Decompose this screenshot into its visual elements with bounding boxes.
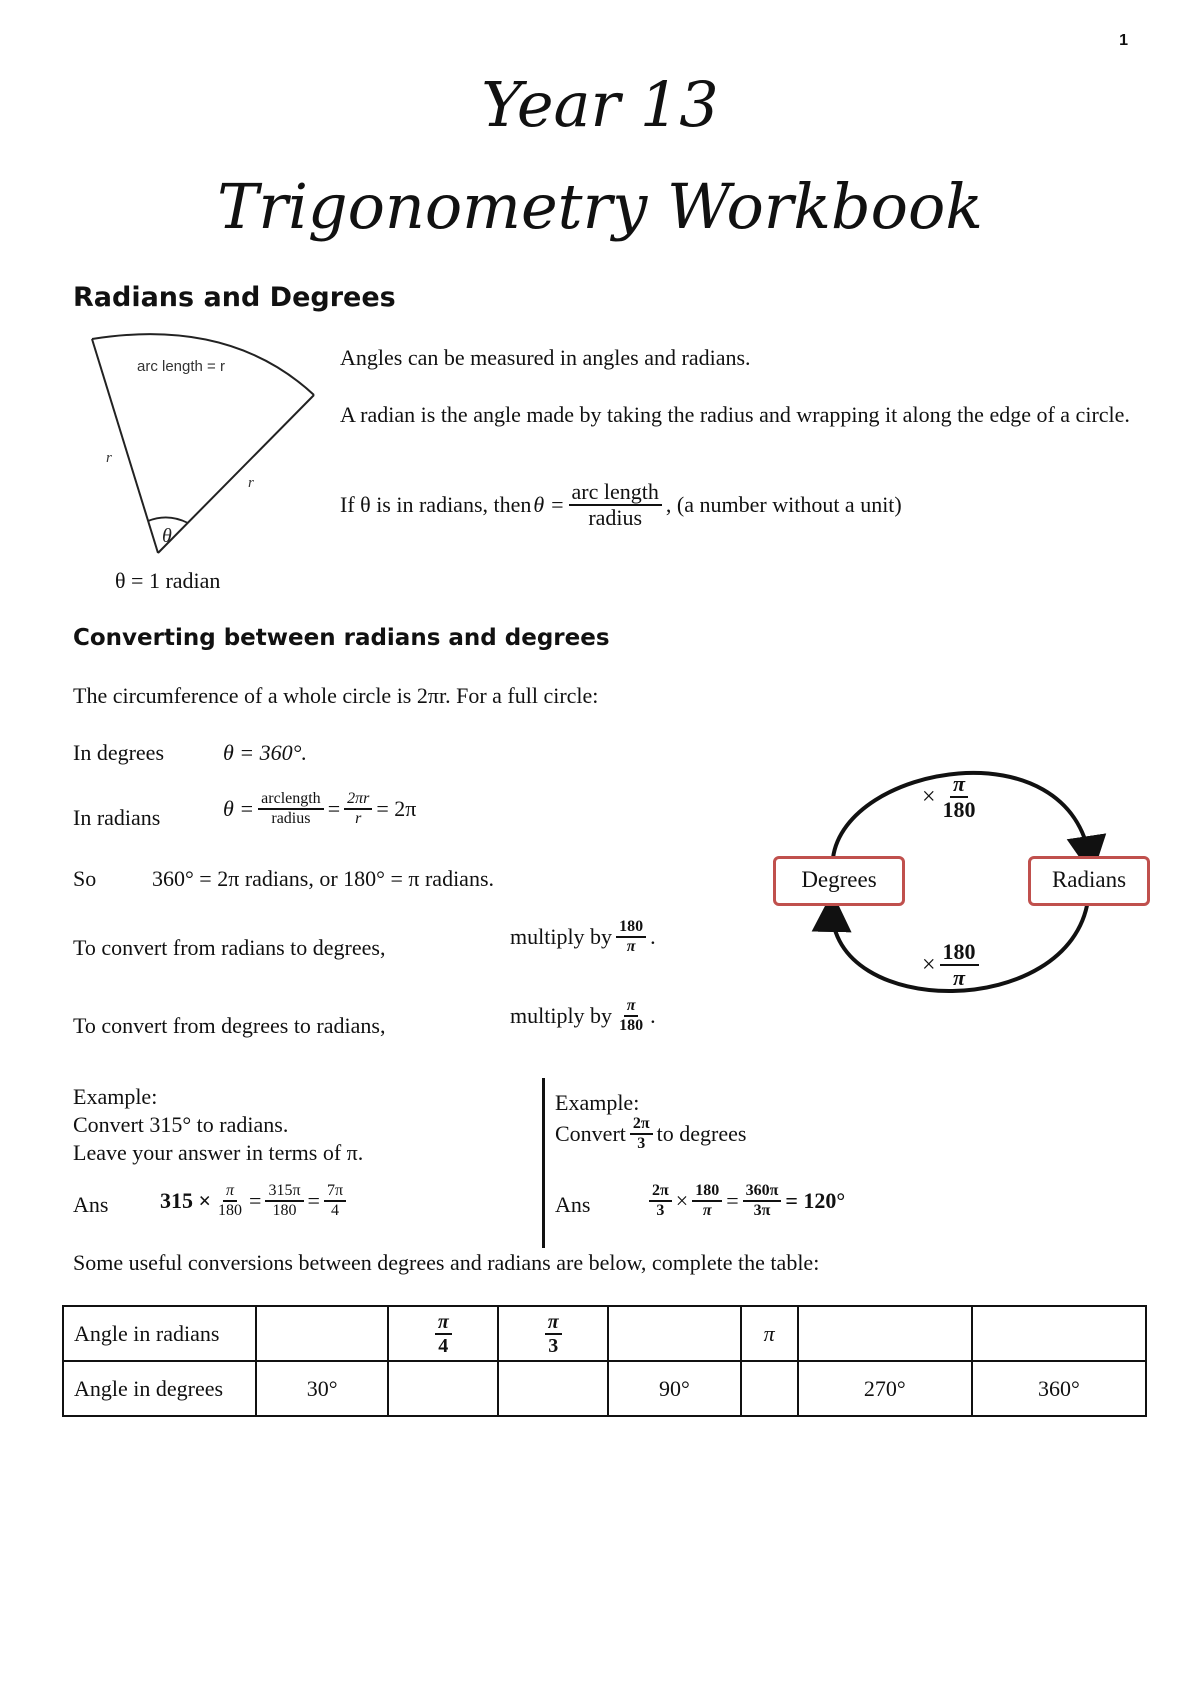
rad-fraction-1-den: radius [271, 809, 311, 827]
page-number: 1 [1119, 32, 1128, 49]
formula-suffix: , (a number without a unit) [665, 492, 902, 518]
cell-deg-1: 30° [256, 1361, 388, 1416]
in-radians-formula [223, 790, 416, 827]
example-1-frac-2-num: 315π [265, 1182, 303, 1202]
in-radians-label: In radians [73, 805, 161, 830]
example-1-frac-1-den: 180 [218, 1201, 243, 1219]
example-2-line-frac-den: 3 [637, 1134, 646, 1152]
radian-formula [340, 480, 902, 530]
example-2-line-1 [555, 1115, 746, 1152]
cell-rad-6[interactable] [798, 1306, 972, 1361]
pi-over-4-den: 4 [438, 1334, 449, 1357]
rad-fraction-2 [344, 790, 372, 827]
cycle-top-fraction [940, 772, 979, 822]
to-degrees-mult-label: multiply by [510, 923, 613, 949]
example-2-answer [645, 1182, 845, 1219]
cycle-bottom-num: 180 [940, 940, 979, 966]
example-1-frac-2-den: 180 [272, 1201, 297, 1219]
radian-sector-diagram [80, 325, 325, 585]
pi-over-3-num: π [545, 1311, 562, 1335]
circumference-text: The circumference of a whole circle is 2πr. For a full circle: [73, 683, 599, 708]
radius-label-left: r [106, 450, 112, 466]
example-1-answer [160, 1182, 350, 1219]
para-radian-definition: A radian is the angle made by taking the radius and wrapping it along the edge of a circle. [340, 402, 1130, 427]
cell-deg-5[interactable] [741, 1361, 798, 1416]
cell-rad-2 [388, 1306, 498, 1361]
cycle-bottom-times: × [922, 951, 936, 978]
formula-fraction [569, 480, 662, 530]
cell-rad-1[interactable] [256, 1306, 388, 1361]
example-1-title: Example: [73, 1084, 158, 1109]
rad-fraction-2-num: 2πr [344, 790, 372, 810]
formula-numerator: arc length [569, 480, 662, 506]
example-1-text [73, 1083, 363, 1167]
formula-theta: θ = [533, 492, 565, 518]
example-1-frac-3-den: 4 [331, 1201, 339, 1219]
cell-rad-3 [498, 1306, 608, 1361]
example-2-frac-2-den: π [702, 1201, 712, 1219]
example-1-ans-start: 315 × [160, 1187, 212, 1213]
pi-over-4 [435, 1311, 452, 1357]
cell-rad-7[interactable] [972, 1306, 1146, 1361]
example-1-frac-1-num: π [223, 1182, 237, 1202]
rad-fraction-2-den: r [355, 809, 362, 827]
to-radians-multiplier: multiply by $\frac{\pi}{180}$ . [510, 997, 656, 1034]
rad-theta: θ = [223, 795, 255, 821]
radius-line-right [158, 395, 314, 553]
section-heading-converting: Converting between radians and degrees [73, 625, 610, 651]
example-2-eq-1: = [726, 1187, 739, 1213]
rad-eq-1: = [327, 795, 341, 821]
examples-divider [542, 1078, 545, 1248]
theta-label: θ [162, 525, 172, 547]
example-2-frac-3-num: 360π [743, 1182, 782, 1202]
example-1-line-2: Leave your answer in terms of π. [73, 1140, 364, 1165]
example-2-frac-1-den: 3 [656, 1201, 665, 1219]
example-1-frac-3 [324, 1182, 346, 1219]
pi-over-3-den: 3 [548, 1334, 559, 1357]
rad-fraction-1-num: arclength [258, 790, 324, 810]
example-2-to-degrees: to degrees [656, 1120, 747, 1146]
example-1-frac-1 [215, 1182, 245, 1219]
cell-rad-4[interactable] [608, 1306, 740, 1361]
pi-over-4-num: π [435, 1311, 452, 1335]
example-2-frac-1 [649, 1182, 672, 1219]
section-heading-radians: Radians and Degrees [73, 282, 396, 313]
so-label: So [73, 866, 97, 891]
to-radians-den: 180 [619, 1016, 644, 1034]
cycle-top-multiplier [922, 772, 983, 822]
title-line-2: Trigonometry Workbook [217, 170, 983, 243]
example-1-ans-label: Ans [73, 1192, 109, 1217]
cell-deg-4: 90° [608, 1361, 740, 1416]
example-2-frac-2-num: 180 [692, 1182, 722, 1202]
angle-arc [148, 517, 188, 523]
example-2-result: = 120° [785, 1187, 846, 1213]
radians-box: Radians [1028, 856, 1150, 906]
in-degrees-value: θ = 360°. [223, 740, 307, 765]
formula-prefix: If θ is in radians, then [340, 492, 532, 518]
example-1-frac-2 [265, 1182, 303, 1219]
example-1-eq-1: = [249, 1187, 262, 1213]
row-header-degrees: Angle in degrees [63, 1361, 256, 1416]
cell-deg-2[interactable] [388, 1361, 498, 1416]
degrees-box: Degrees [773, 856, 905, 906]
example-1-line-1: Convert 315° to radians. [73, 1112, 289, 1137]
example-2-times: × [675, 1187, 689, 1213]
cell-deg-7: 360° [972, 1361, 1146, 1416]
rad-eq-2: = 2π [376, 795, 417, 821]
example-1-eq-2: = [307, 1187, 320, 1213]
table-row-radians [63, 1306, 1146, 1361]
to-radians-fraction [616, 997, 646, 1034]
cell-deg-3[interactable] [498, 1361, 608, 1416]
to-degrees-num: 180 [616, 918, 646, 938]
to-radians-num: π [624, 997, 639, 1017]
in-degrees-label: In degrees [73, 740, 165, 765]
to-radians-text: To convert from degrees to radians, [73, 1013, 386, 1038]
cycle-top-num: π [950, 772, 968, 798]
cycle-top-times: × [922, 783, 936, 810]
to-degrees-text: To convert from radians to degrees, [73, 935, 386, 960]
example-2-frac-3 [743, 1182, 782, 1219]
cell-rad-5: π [741, 1306, 798, 1361]
cell-deg-6: 270° [798, 1361, 972, 1416]
example-2-title: Example: [555, 1090, 640, 1115]
conversion-table [62, 1305, 1147, 1417]
cycle-top-den: 180 [942, 797, 976, 823]
one-radian-caption: θ = 1 radian [115, 568, 221, 593]
so-text: 360° = 2π radians, or 180° = π radians. [152, 866, 495, 891]
pi-over-3 [545, 1311, 562, 1357]
para-angles-measured: Angles can be measured in angles and radians. [340, 345, 751, 370]
to-degrees-fraction [616, 918, 646, 955]
arc-length-label: arc length = r [137, 358, 225, 375]
table-intro: Some useful conversions between degrees and radians are below, complete the table: [73, 1250, 820, 1275]
example-2-ans-label: Ans [555, 1192, 591, 1217]
row-header-radians: Angle in radians [63, 1306, 256, 1361]
cycle-bottom-multiplier [922, 940, 983, 990]
example-2-frac-1-num: 2π [649, 1182, 672, 1202]
example-1-frac-3-num: 7π [324, 1182, 346, 1202]
example-2-line-frac-num: 2π [630, 1115, 653, 1135]
to-degrees-multiplier: multiply by $\frac{180}{\pi}$ . [510, 918, 656, 955]
radius-label-right: r [248, 475, 254, 491]
table-row-degrees [63, 1361, 1146, 1416]
to-degrees-den: π [626, 937, 636, 955]
example-2-frac-3-den: 3π [753, 1201, 771, 1219]
example-2-line-frac [630, 1115, 653, 1152]
formula-denominator: radius [588, 505, 643, 531]
title-line-1: Year 13 [481, 68, 719, 141]
example-2-frac-2 [692, 1182, 722, 1219]
to-radians-mult-label: multiply by [510, 1002, 613, 1028]
cycle-bottom-den: π [953, 965, 966, 991]
example-2-convert: Convert [555, 1120, 626, 1146]
cycle-bottom-fraction [940, 940, 979, 990]
rad-fraction-1 [258, 790, 324, 827]
